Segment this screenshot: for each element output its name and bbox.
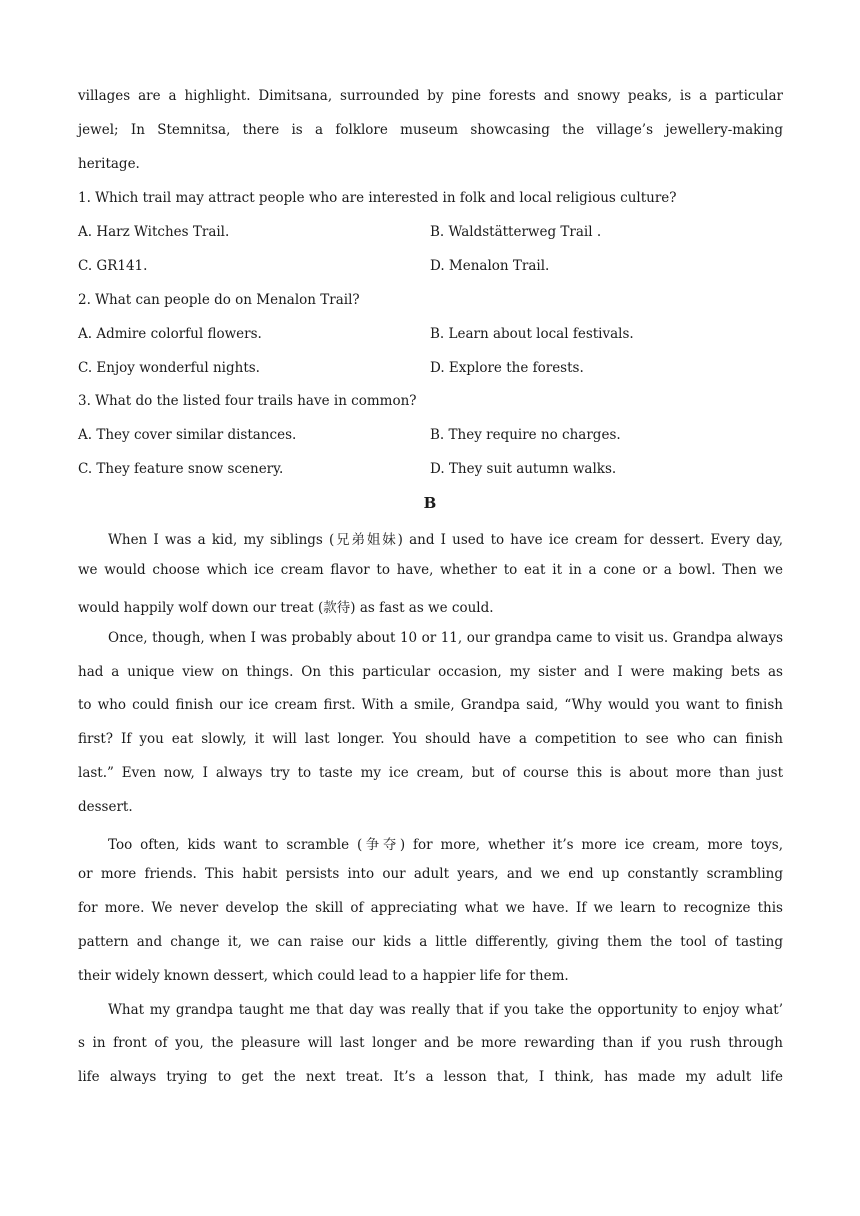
- paragraph-line: their widely known dessert, which could lead to a happier life for them.: [78, 968, 569, 984]
- passage-line: heritage.: [78, 156, 140, 172]
- paragraph-line: or more friends. This habit persists into our adult years, and we end up constantly scrambling: [78, 866, 783, 882]
- question-stem: 2. What can people do on Menalon Trail?: [78, 292, 360, 308]
- answer-option: A. Admire colorful flowers.: [78, 326, 262, 342]
- answer-option: D. Menalon Trail.: [430, 258, 550, 274]
- passage-line: villages are a highlight. Dimitsana, surrounded by pine forests and snowy peaks, is a particular: [78, 88, 783, 104]
- paragraph-line: s in front of you, the pleasure will last longer and be more rewarding than if you rush through: [78, 1035, 783, 1051]
- paragraph-line: had a unique view on things. On this particular occasion, my sister and I were making bets as: [78, 664, 783, 680]
- paragraph-line: Too often, kids want to scramble (争夺) for more, whether it’s more ice cream, more toys,: [108, 837, 783, 853]
- answer-option: A. They cover similar distances.: [78, 427, 297, 443]
- paragraph-line: When I was a kid, my siblings (兄弟姐妹) and I used to have ice cream for dessert. Every day,: [108, 532, 783, 548]
- paragraph-line: to who could finish our ice cream first. With a smile, Grandpa said, “Why would you want to finish: [78, 697, 783, 713]
- answer-option: B. Learn about local festivals.: [430, 326, 634, 342]
- answer-option: C. GR141.: [78, 258, 148, 274]
- paragraph-line: dessert.: [78, 799, 133, 815]
- answer-option: B. Waldstätterweg Trail .: [430, 224, 602, 240]
- answer-option: C. Enjoy wonderful nights.: [78, 360, 260, 376]
- question-stem: 3. What do the listed four trails have in common?: [78, 393, 417, 409]
- paragraph-line: What my grandpa taught me that day was really that if you take the opportunity to enjoy what’: [108, 1002, 783, 1018]
- paragraph-line: Once, though, when I was probably about 10 or 11, our grandpa came to visit us. Grandpa always: [108, 630, 783, 646]
- paragraph-line: life always trying to get the next treat. It’s a lesson that, I think, has made my adult life: [78, 1069, 783, 1085]
- answer-option: D. They suit autumn walks.: [430, 461, 617, 477]
- paragraph-line: would happily wolf down our treat (款待) as fast as we could.: [78, 600, 494, 616]
- paragraph-line: last.” Even now, I always try to taste my ice cream, but of course this is about more than just: [78, 765, 783, 781]
- paragraph-line: first? If you eat slowly, it will last longer. You should have a competition to see who can finish: [78, 731, 783, 747]
- answer-option: C. They feature snow scenery.: [78, 461, 284, 477]
- section-heading: B: [423, 494, 437, 512]
- paragraph-line: for more. We never develop the skill of appreciating what we have. If we learn to recognize this: [78, 900, 783, 916]
- paragraph-line: we would choose which ice cream flavor to have, whether to eat it in a cone or a bowl. Then we: [78, 562, 783, 578]
- answer-option: D. Explore the forests.: [430, 360, 584, 376]
- paragraph-line: pattern and change it, we can raise our kids a little differently, giving them the tool of tasting: [78, 934, 783, 950]
- passage-line: jewel; In Stemnitsa, there is a folklore museum showcasing the village’s jewellery-making: [78, 122, 783, 138]
- question-stem: 1. Which trail may attract people who are interested in folk and local religious culture?: [78, 190, 677, 206]
- answer-option: B. They require no charges.: [430, 427, 621, 443]
- answer-option: A. Harz Witches Trail.: [78, 224, 230, 240]
